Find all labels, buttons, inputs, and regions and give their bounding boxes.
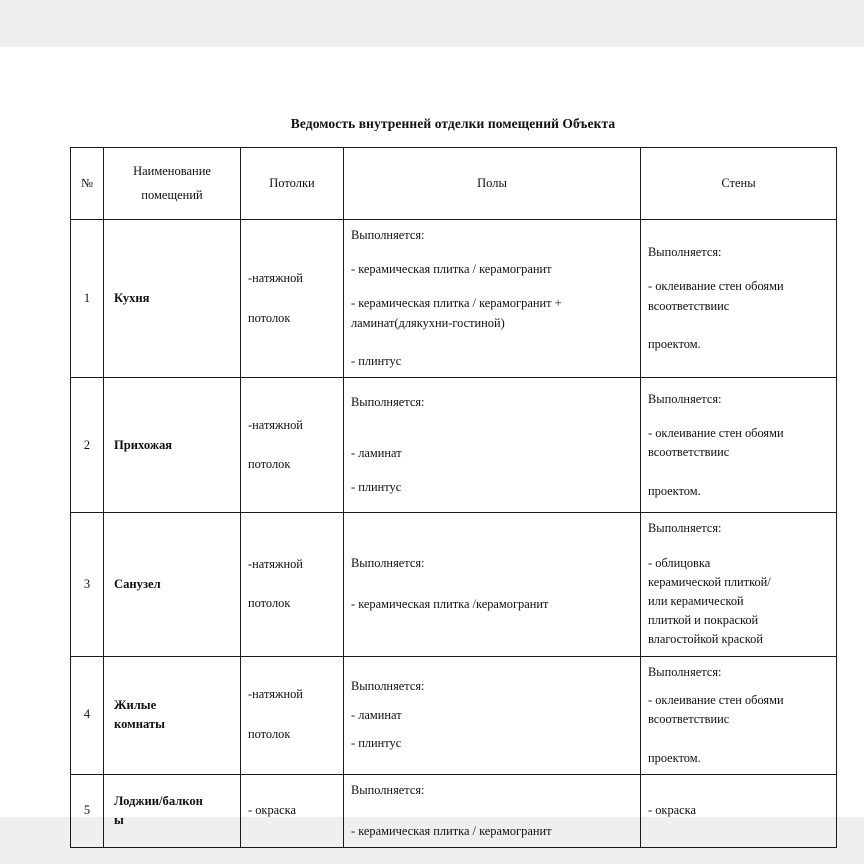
room-name: Кухня xyxy=(114,291,150,306)
top-background-band xyxy=(0,0,864,47)
walls-item-2-word-b: соответствии xyxy=(653,298,724,313)
room-name-cell xyxy=(104,378,241,513)
room-name-line2: ы xyxy=(114,812,124,827)
column-header-number: № xyxy=(71,148,104,220)
room-name-line1: Лоджии/балкон xyxy=(114,794,203,809)
walls-intro: Выполняется: xyxy=(648,391,722,406)
column-header-room-name-line1: Наименование xyxy=(133,163,211,178)
room-name-line2: комнаты xyxy=(114,717,165,732)
floors-text xyxy=(344,548,640,620)
floors-text xyxy=(344,671,640,759)
walls-intro: Выполняется: xyxy=(648,245,722,260)
walls-item-2-word-c: с xyxy=(723,712,730,727)
table-header xyxy=(71,148,837,220)
room-name xyxy=(104,786,240,836)
walls-text xyxy=(641,657,836,774)
walls-item-3: или керамической xyxy=(648,593,744,608)
floors-intro: Выполняется: xyxy=(351,679,425,694)
walls-item-1: - оклеивание стен обоями xyxy=(648,279,784,294)
walls-item-2-word-a: в xyxy=(648,445,654,460)
room-name-cell xyxy=(104,774,241,847)
ceilings-cell xyxy=(241,513,344,656)
floors-item-1: - керамическая плитка / керамогранит xyxy=(351,823,552,838)
table-header-row xyxy=(71,148,837,220)
walls-text xyxy=(641,384,836,507)
floors-item-2-line1: - керамическая плитка / керамогранит + xyxy=(351,296,562,311)
walls-text xyxy=(641,237,836,360)
walls-text xyxy=(641,513,836,655)
floors-item-2: - плинтус xyxy=(351,479,402,494)
table-row xyxy=(71,378,837,513)
ceilings-word: натяжной xyxy=(252,417,303,432)
row-number: 4 xyxy=(83,707,91,722)
row-number: 1 xyxy=(83,290,91,305)
ceilings-line1 xyxy=(248,269,335,309)
floors-intro: Выполняется: xyxy=(351,556,425,571)
walls-item-3: проектом. xyxy=(648,483,701,498)
floors-intro: Выполняется: xyxy=(351,782,425,797)
ceilings-dash: - xyxy=(248,417,253,432)
walls-item-2 xyxy=(648,443,829,481)
floors-text xyxy=(344,220,640,377)
table-row xyxy=(71,656,837,774)
column-header-ceilings: Потолки xyxy=(241,148,344,220)
document-page xyxy=(0,47,864,838)
walls-item-2-word-c: с xyxy=(723,298,730,313)
ceilings-line1 xyxy=(248,685,335,725)
walls-cell xyxy=(641,378,837,513)
ceilings-text xyxy=(241,549,343,621)
column-header-room-name-line2: помещений xyxy=(141,187,203,202)
floors-item-2-word-a: ламинат xyxy=(351,315,395,330)
room-name-line1: Жилые xyxy=(114,698,157,713)
ceilings-dash: - xyxy=(248,270,253,285)
ceilings-line2: потолок xyxy=(248,596,291,611)
row-number-cell xyxy=(71,774,104,847)
ceilings-text xyxy=(241,795,343,827)
floors-item-1: - ламинат xyxy=(351,707,402,722)
ceilings-dash: - xyxy=(248,687,253,702)
walls-cell xyxy=(641,220,837,378)
row-number-cell xyxy=(71,513,104,656)
floors-text xyxy=(344,775,640,847)
floors-item-2: - плинтус xyxy=(351,735,402,750)
walls-item-1: - окраска xyxy=(648,803,696,818)
ceilings-line2: потолок xyxy=(248,727,291,742)
page-title: Ведомость внутренней отделки помещений Объекта xyxy=(290,116,616,131)
room-name: Санузел xyxy=(114,577,161,592)
interior-finish-table xyxy=(70,147,837,848)
walls-item-3: проектом. xyxy=(648,336,701,351)
walls-item-2-word-c: с xyxy=(723,445,730,460)
ceilings-text xyxy=(241,679,343,751)
walls-cell xyxy=(641,656,837,774)
ceilings-cell xyxy=(241,774,344,847)
walls-intro: Выполняется: xyxy=(648,521,722,536)
floors-item-2-line2 xyxy=(351,314,633,352)
floors-item-2-word-c: кухни-гостиной) xyxy=(416,315,505,330)
ceilings-line2: потолок xyxy=(248,310,291,325)
table-row xyxy=(71,774,837,847)
column-header-walls: Стены xyxy=(641,148,837,220)
ceilings-text xyxy=(241,263,343,335)
row-number: 5 xyxy=(83,803,91,818)
walls-item-4: плиткой и покраской xyxy=(648,613,759,628)
walls-item-2 xyxy=(648,710,829,748)
ceilings-word: натяжной xyxy=(252,687,303,702)
floors-cell xyxy=(344,378,641,513)
table-row xyxy=(71,513,837,656)
room-name-cell xyxy=(104,513,241,656)
ceilings-text xyxy=(241,410,343,482)
walls-item-2: керамической плиткой/ xyxy=(648,574,771,589)
row-number: 3 xyxy=(83,576,91,591)
floors-item-1: - керамическая плитка / керамогранит xyxy=(351,262,552,277)
walls-cell xyxy=(641,774,837,847)
room-name xyxy=(104,690,240,740)
floors-item-1: - керамическая плитка /керамогранит xyxy=(351,597,549,612)
room-name-cell xyxy=(104,656,241,774)
walls-text xyxy=(641,795,836,826)
floors-item-3: - плинтус xyxy=(351,354,402,369)
row-number-cell xyxy=(71,220,104,378)
walls-item-2 xyxy=(648,297,829,335)
ceilings-dash: - xyxy=(248,556,253,571)
row-number-cell xyxy=(71,656,104,774)
ceilings-line1: - окраска xyxy=(248,803,296,818)
ceilings-cell xyxy=(241,220,344,378)
row-number: 2 xyxy=(83,437,91,452)
walls-item-2-word-a: в xyxy=(648,712,654,727)
walls-cell xyxy=(641,513,837,656)
column-header-room-name xyxy=(104,148,241,220)
room-name: Прихожая xyxy=(114,437,173,452)
walls-item-2-word-b: соответствии xyxy=(653,445,724,460)
floors-cell xyxy=(344,513,641,656)
walls-item-5: влагостойкой краской xyxy=(648,632,763,647)
walls-item-3: проектом. xyxy=(648,750,701,765)
walls-item-2-word-b: соответствии xyxy=(653,712,724,727)
floors-cell xyxy=(344,656,641,774)
walls-item-2-word-a: в xyxy=(648,298,654,313)
ceilings-line2: потолок xyxy=(248,457,291,472)
row-number-cell xyxy=(71,378,104,513)
room-name-cell xyxy=(104,220,241,378)
floors-intro: Выполняется: xyxy=(351,395,425,410)
walls-item-1: - оклеивание стен обоями xyxy=(648,692,784,707)
floors-cell xyxy=(344,220,641,378)
table-row xyxy=(71,220,837,378)
ceilings-cell xyxy=(241,656,344,774)
floors-text xyxy=(344,387,640,503)
table-body xyxy=(71,220,837,848)
column-header-floors: Полы xyxy=(344,148,641,220)
walls-item-1: - облицовка xyxy=(648,555,711,570)
ceilings-word: натяжной xyxy=(252,270,303,285)
ceilings-line1 xyxy=(248,555,335,595)
walls-item-1: - оклеивание стен обоями xyxy=(648,425,784,440)
walls-intro: Выполняется: xyxy=(648,664,722,679)
floors-item-2-word-b: (для xyxy=(394,315,417,330)
ceilings-cell xyxy=(241,378,344,513)
ceilings-line1 xyxy=(248,416,335,456)
floors-item-1: - ламинат xyxy=(351,445,402,460)
floors-intro: Выполняется: xyxy=(351,228,425,242)
floors-cell xyxy=(344,774,641,847)
ceilings-word: натяжной xyxy=(252,556,303,571)
